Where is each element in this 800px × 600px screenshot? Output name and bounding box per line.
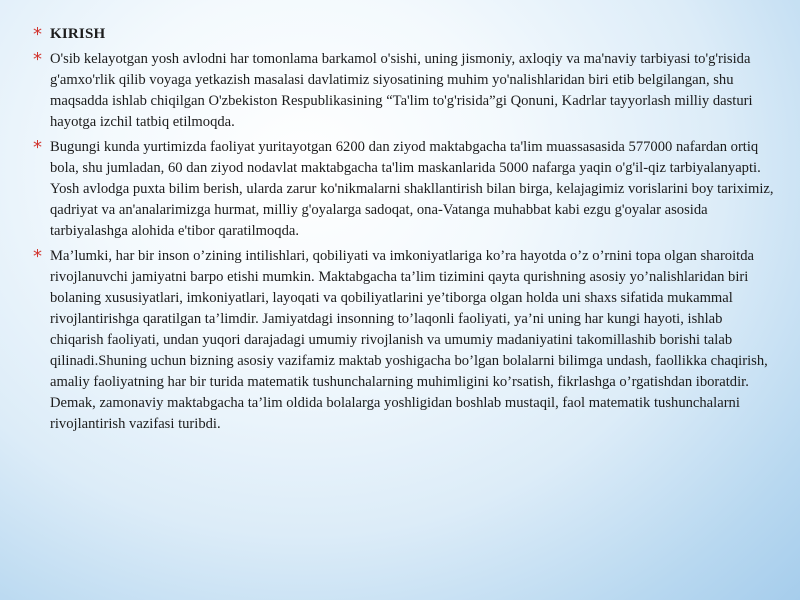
bullet-icon: * <box>33 246 42 267</box>
list-item <box>34 246 774 435</box>
list-item-heading <box>34 24 774 45</box>
paragraph-2: Bugungi kunda yurtimizda faoliyat yuritayotgan 6200 dan ziyod maktabgacha ta'lim muassasasida 577000 nafardan ortiq bola, shu jumladan, 60 dan ziyod nodavlat maktabgacha ta'lim maskanlarida 5000 nafarga yaqin o'g'il-qiz tarbiyalanyapti. Yosh avlodga puxta bilim berish, ularda zarur ko'nikmalarni shakllantirish bilan birga, kelajagimiz vorislarini boy tariximiz, qadriyat va an'analarimizga hurmat, milliy g'oyalarga sadoqat, ona-Vatanga muhabbat kabi ezgu g'oyalar asosida tarbiyalashga alohida e'tibor qaratilmoqda. <box>50 139 774 239</box>
paragraph-3: Ma’lumki, har bir inson o’zining intilishlari, qobiliyati va imkoniyatlariga ko’ra hayotda o’z o’rnini topa olgan sharoitda rivojlanuvchi jamiyatni barpo etishi mumkin. Maktabgacha ta’lim tizimini qayta qurishning asosiy yo’nalishlaridan biri bolaning xususiyatlari, imkoniyatlari, layoqati va qobiliyatlarini ye’tiborga olgan holda uni shaxs sifatida mukammal rivojlantirishga qaratilgan ta’limdir. Jamiyatdagi insonning to’laqonli faoliyati, ya’ni uning har kungi hayoti, ishlab chiqarish faoliyati, undan yuqori darajadagi umumiy rivojlanish va umumiy madaniyatini takomillashib borishi talab qilinadi.Shuning uchun bizning asosiy vazifamiz maktab yoshigacha bo’lgan bolalarni bilimga undash, faollikka chaqirish, amaliy faoliyatning har bir turida matematik tushunchalarning muhimligini ko’rsatish, fikrlashga o’rgatishdan iboratdir. Demak, zamonaviy maktabgacha ta’lim oldida bolalarga yoshligidan boshlab mustaqil, faol matematik tushunchalarni rivojlantirish vazifasi turibdi. <box>50 248 768 432</box>
list-item <box>34 137 774 242</box>
paragraph-1: O'sib kelayotgan yosh avlodni har tomonlama barkamol o'sishi, uning jismoniy, axloqiy va ma'naviy tarbiyasi to'g'risida g'amxo'rlik qilib voyaga yetkazish masalasi davlatimiz siyosatining muhim yo'nalishlaridan biri etib belgilangan, shu maqsadda ishlab chiqilgan O'zbekiston Respublikasining “Ta'lim to'g'risida”gi Qonuni, Kadrlar tayyorlash milliy dasturi hayotga izchil tatbiq etilmoqda. <box>50 51 753 130</box>
bullet-list <box>34 24 774 435</box>
bullet-icon: * <box>33 24 42 45</box>
bullet-icon: * <box>33 137 42 158</box>
heading: KIRISH <box>50 26 106 42</box>
list-item <box>34 49 774 133</box>
bullet-icon: * <box>33 49 42 70</box>
